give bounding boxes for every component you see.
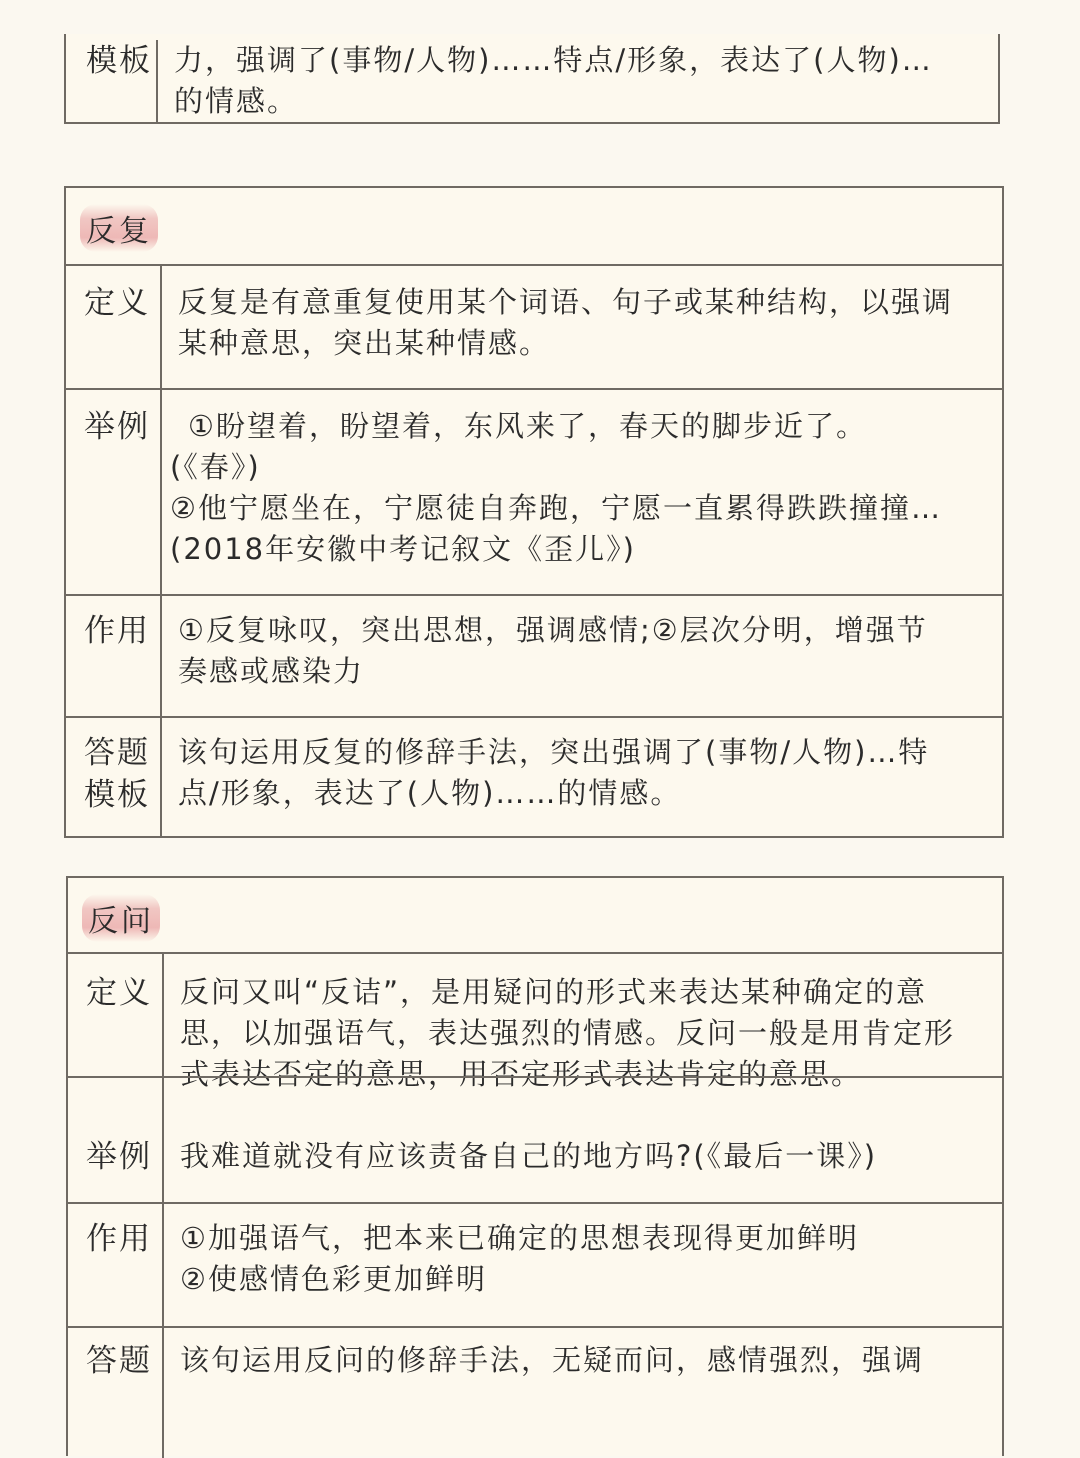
fanwen-table — [66, 876, 1004, 1456]
content-line: 我难道就没有应该责备自己的地方吗?(《最后一课》) — [180, 1139, 878, 1173]
section-title: 反问 — [82, 894, 160, 942]
template-row — [66, 34, 998, 122]
content-line: 某种意思，突出某种情感。 — [178, 326, 551, 360]
row-label-definition: 定义 — [68, 954, 164, 1202]
content-line: ②使感情色彩更加鲜明 — [180, 1262, 487, 1296]
content-line: 点/形象，表达了(人物)……的情感。 — [178, 776, 682, 810]
content-line: 力，强调了(事物/人物)……特点/形象，表达了(人物)… — [174, 43, 933, 77]
content-line: 思，以加强语气，表达强烈的情感。反问一般是用肯定形 — [180, 1016, 956, 1050]
content-line: 反问又叫“反诘”，是用疑问的形式来表达某种确定的意 — [180, 975, 928, 1009]
content-line: ②他宁愿坐在，宁愿徒自奔跑，宁愿一直累得跌跌撞撞… — [170, 491, 942, 525]
row-label-template: 模板 — [66, 40, 158, 122]
content-line: 的情感。 — [174, 84, 299, 118]
row-content — [174, 40, 984, 122]
content-line: (《春》) — [170, 450, 261, 484]
content-line: 反复是有意重复使用某个词语、句子或某种结构，以强调 — [178, 285, 954, 319]
top-table — [64, 34, 1000, 124]
example-row — [66, 388, 1002, 594]
row-content — [178, 732, 988, 814]
content-line: ①加强语气，把本来已确定的思想表现得更加鲜明 — [180, 1221, 859, 1255]
row-content — [170, 406, 988, 570]
effect-row — [66, 594, 1002, 716]
content-line: ①盼望着，盼望着，东风来了，春天的脚步近了。 — [188, 409, 867, 443]
section-title: 反复 — [80, 204, 158, 252]
fanfu-table — [64, 186, 1004, 838]
definition-row — [66, 264, 1002, 388]
row-label-template: 答题 模板 — [66, 718, 162, 838]
row-content — [180, 1136, 988, 1177]
row-content — [178, 282, 988, 364]
row-label-example: 举例 — [66, 390, 162, 594]
content-line: 奏感或感染力 — [178, 654, 365, 688]
row-content — [180, 1218, 988, 1300]
content-line: 该句运用反复的修辞手法，突出强调了(事物/人物)…特 — [178, 735, 930, 769]
row-content — [178, 610, 988, 692]
content-line: (2018年安徽中考记叙文《歪儿》) — [170, 532, 636, 566]
template-row — [68, 1326, 1002, 1458]
content-line: ①反复咏叹，突出思想，强调感情;②层次分明，增强节 — [178, 613, 928, 647]
row-label-effect: 作用 — [66, 596, 162, 716]
header-row — [68, 878, 1002, 952]
row-label-example: 举例 — [86, 1139, 152, 1175]
effect-row — [68, 1202, 1002, 1326]
row-label-effect: 作用 — [68, 1204, 164, 1326]
row-content — [180, 1340, 988, 1381]
header-row — [66, 188, 1002, 264]
template-row — [66, 716, 1002, 838]
content-line: 式表达否定的意思，用否定形式表达肯定的意思。 — [180, 1057, 863, 1091]
content-line: 该句运用反问的修辞手法，无疑而问，感情强烈，强调 — [180, 1343, 925, 1377]
row-label-template: 答题 — [68, 1328, 164, 1458]
example-row — [68, 1076, 1002, 1202]
row-label-definition: 定义 — [66, 266, 162, 388]
